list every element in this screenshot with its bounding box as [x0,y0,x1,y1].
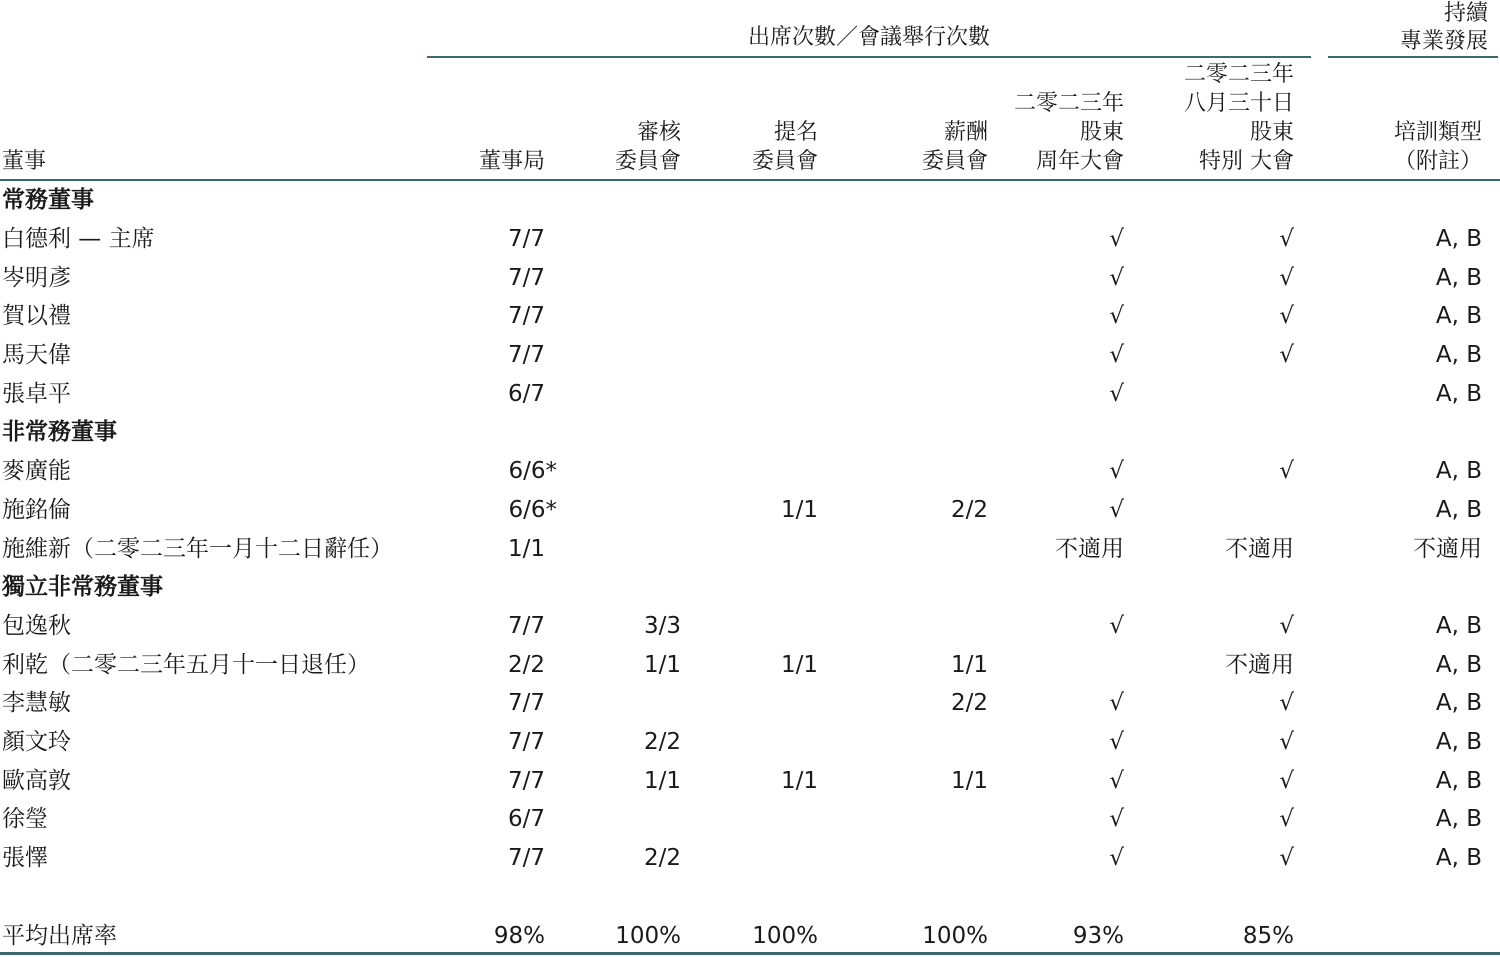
agm-cell: √ [1109,264,1124,291]
average-egm: 85% [1242,923,1294,949]
remuneration-cell: 2/2 [950,496,988,523]
egm-cell: 不適用 [1225,651,1294,678]
col-header-nomination: 提名 委員會 [751,120,818,174]
training-cell: 不適用 [1413,535,1482,562]
egm-cell: √ [1279,728,1294,755]
agm-cell: √ [1109,690,1124,717]
director-name: 李慧敏 [2,690,71,717]
training-cell: A, B [1435,651,1482,678]
average-board: 98% [493,923,545,949]
table-row [0,374,1500,413]
audit-cell: 1/1 [643,651,681,678]
col-header-board: 董事局 [478,149,545,174]
nomination-cell: 1/1 [780,651,818,678]
training-cell: A, B [1435,767,1482,794]
section-row [0,413,1500,452]
training-cell: A, B [1435,226,1482,253]
cpd-group-header [1318,0,1488,56]
table-row [0,452,1500,491]
agm-cell: √ [1109,226,1124,253]
table-row [0,220,1500,259]
director-name: 岑明彥 [2,264,71,291]
director-name: 張卓平 [2,380,71,407]
director-name: 包逸秋 [2,612,71,639]
egm-cell: √ [1279,612,1294,639]
agm-cell: 不適用 [1055,535,1124,562]
table-row [0,684,1500,723]
section-row [0,568,1500,607]
section-row [0,181,1500,220]
egm-cell: √ [1279,303,1294,330]
col-header-remuneration: 薪酬 委員會 [921,120,988,174]
table-body [0,181,1500,877]
board-cell: 1/1 [507,535,545,562]
training-cell: A, B [1435,690,1482,717]
board-cell: 7/7 [507,303,545,330]
board-cell: 7/7 [507,767,545,794]
agm-cell: √ [1109,767,1124,794]
director-name: 徐瑩 [2,806,48,833]
remuneration-cell: 1/1 [950,651,988,678]
board-cell: 6/7 [507,806,545,833]
col-header-training: 培訓類型 （附註） [1393,120,1482,174]
agm-cell: √ [1109,303,1124,330]
table-row [0,297,1500,336]
training-cell: A, B [1435,806,1482,833]
director-name: 施維新（二零二三年一月十二日辭任） [2,535,393,562]
table-row [0,336,1500,375]
training-cell: A, B [1435,303,1482,330]
board-cell: 7/7 [507,690,545,717]
training-cell: A, B [1435,496,1482,523]
table-row [0,258,1500,297]
board-cell: 6/6* [508,458,557,485]
director-name: 麥廣能 [2,458,71,485]
col-header-agm: 二零二三年 股東 周年大會 [1013,91,1124,174]
agm-cell: √ [1109,728,1124,755]
audit-cell: 1/1 [643,767,681,794]
average-label: 平均出席率 [2,923,117,949]
col-header-director: 董事 [2,149,47,174]
egm-cell: √ [1279,458,1294,485]
nomination-cell: 1/1 [780,496,818,523]
table-row [0,761,1500,800]
training-cell: A, B [1435,845,1482,872]
training-cell: A, B [1435,458,1482,485]
attendance-group-header: 出席次數／會議舉行次數 [747,25,990,50]
remuneration-cell: 2/2 [950,690,988,717]
board-cell: 2/2 [507,651,545,678]
egm-cell: 不適用 [1225,535,1294,562]
average-audit: 100% [615,923,681,949]
section-title: 常務董事 [2,187,94,214]
audit-cell: 3/3 [643,612,681,639]
director-name: 賀以禮 [2,303,71,330]
cpd-header-line1: 持續 [1443,1,1488,26]
col-header-audit: 審核 委員會 [614,120,681,174]
egm-cell: √ [1279,342,1294,369]
director-name: 歐高敦 [2,767,71,794]
table-row [0,839,1500,878]
egm-cell: √ [1279,767,1294,794]
board-cell: 7/7 [507,264,545,291]
egm-cell: √ [1279,264,1294,291]
audit-cell: 2/2 [643,728,681,755]
training-cell: A, B [1435,264,1482,291]
cpd-header-line2: 專業發展 [1399,29,1488,54]
section-title: 非常務董事 [2,419,117,446]
training-cell: A, B [1435,612,1482,639]
section-title: 獨立非常務董事 [2,574,163,601]
director-name: 顏文玲 [2,728,71,755]
board-cell: 7/7 [507,342,545,369]
egm-cell: √ [1279,845,1294,872]
remuneration-cell: 1/1 [950,767,988,794]
table-row [0,491,1500,530]
agm-cell: √ [1109,612,1124,639]
average-agm: 93% [1072,923,1124,949]
egm-cell: √ [1279,226,1294,253]
average-attendance-row [0,917,1500,955]
table-row [0,800,1500,839]
table-row [0,607,1500,646]
board-cell: 6/7 [507,380,545,407]
table-row [0,529,1500,568]
audit-cell: 2/2 [643,845,681,872]
agm-cell: √ [1109,845,1124,872]
table-row [0,723,1500,762]
director-name: 利乾（二零二三年五月十一日退任） [2,651,370,678]
director-name: 張懌 [2,845,48,872]
cpd-group-rule [1328,56,1498,58]
table-row [0,645,1500,684]
agm-cell: √ [1109,380,1124,407]
attendance-group-rule [427,56,1311,58]
average-nomination: 100% [752,923,818,949]
director-name: 馬天偉 [2,342,71,369]
bottom-rule [0,952,1500,955]
board-cell: 7/7 [507,845,545,872]
training-cell: A, B [1435,728,1482,755]
average-remuneration: 100% [922,923,988,949]
training-cell: A, B [1435,342,1482,369]
agm-cell: √ [1109,458,1124,485]
board-cell: 7/7 [507,728,545,755]
nomination-cell: 1/1 [780,767,818,794]
agm-cell: √ [1109,496,1124,523]
board-cell: 7/7 [507,226,545,253]
director-name: 白德利 — 主席 [2,226,155,253]
egm-cell: √ [1279,690,1294,717]
board-cell: 7/7 [507,612,545,639]
agm-cell: √ [1109,342,1124,369]
training-cell: A, B [1435,380,1482,407]
agm-cell: √ [1109,806,1124,833]
col-header-egm: 二零二三年 八月三十日 股東 特別 大會 [1183,62,1294,174]
director-name: 施銘倫 [2,496,71,523]
egm-cell: √ [1279,806,1294,833]
board-cell: 6/6* [508,496,557,523]
